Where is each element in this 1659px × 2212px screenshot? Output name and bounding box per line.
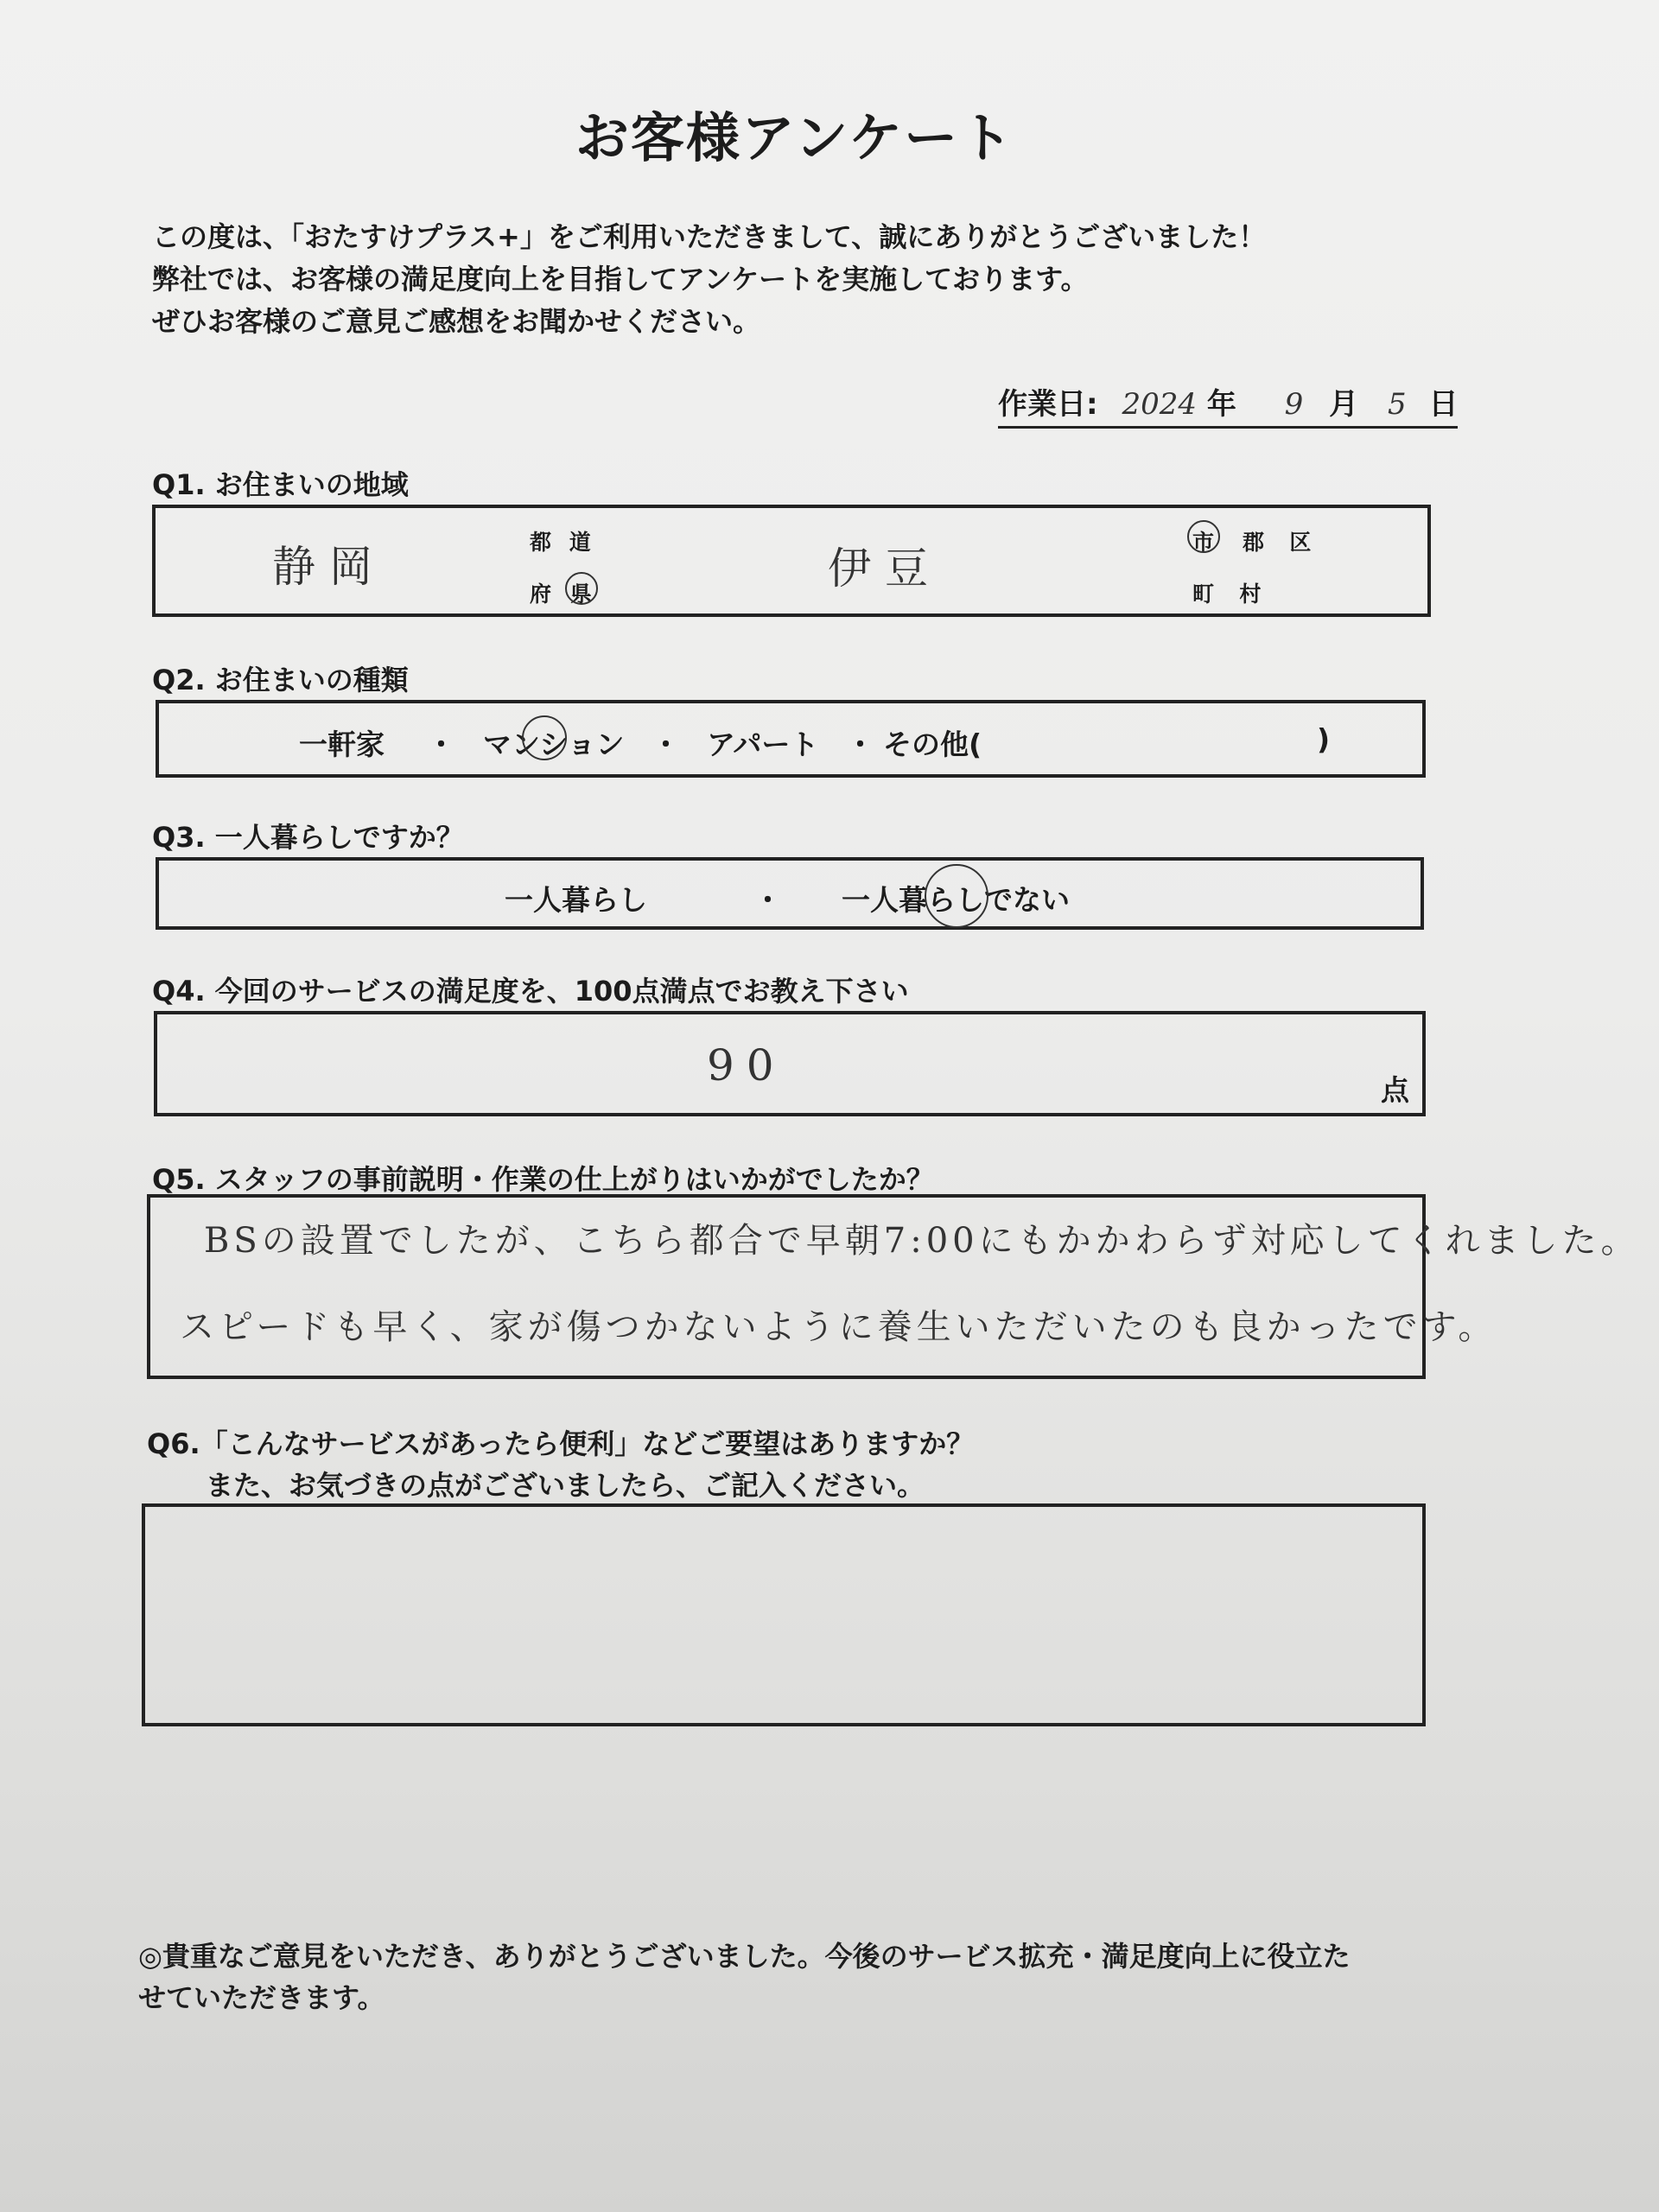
- q1-answer-box: [152, 505, 1431, 617]
- q4-label: Q4. 今回のサービスの満足度を、100点満点でお教え下さい: [152, 975, 909, 1007]
- q1-city-suffix-shi: 市: [1192, 530, 1215, 555]
- q5-label: Q5. スタッフの事前説明・作業の仕上がりはいかがでしたか？: [152, 1163, 934, 1196]
- work-date-month: 9: [1284, 387, 1304, 422]
- work-date-year: 2024: [1122, 387, 1197, 422]
- work-date-month-unit: 月: [1329, 387, 1359, 422]
- q2-option-apartment: アパート: [707, 728, 819, 761]
- q2-answer-box: [156, 700, 1426, 778]
- q6-label-line-1: Q6.「こんなサービスがあったら便利」などご要望はありますか？: [147, 1427, 975, 1460]
- intro-line-3: ぜひお客様のご意見ご感想をお聞かせください。: [152, 305, 761, 338]
- q1-prefecture-handwritten: 静岡: [272, 542, 386, 592]
- q3-option-not-living-alone: 一人暮らしでない: [842, 883, 1070, 917]
- q6-label-line-2: また、お気づきの点がございましたら、ご記入ください。: [206, 1469, 925, 1502]
- intro-line-2: 弊社では、お客様の満足度向上を目指してアンケートを実施しております。: [152, 263, 1089, 296]
- q1-pref-suffix-fu: 府: [530, 582, 552, 607]
- q3-option-living-alone: 一人暮らし: [505, 883, 647, 917]
- page-title: お客様アンケート: [575, 106, 1015, 169]
- q2-option-other-close: ): [1317, 722, 1331, 756]
- q2-separator: ・: [846, 728, 874, 761]
- footer-thanks: [138, 1936, 1351, 2018]
- work-date-day-unit: 日: [1428, 387, 1459, 422]
- intro-text: [152, 216, 1266, 343]
- q1-city-suffix-gun-ku: 郡 区: [1243, 530, 1315, 555]
- q2-separator: ・: [652, 728, 680, 761]
- q5-answer-line-1: BSの設置でしたが、こちら都合で早朝7:00にもかかわらず対応してくれました。: [204, 1221, 1640, 1261]
- q3-answer-box: [156, 857, 1424, 930]
- work-date-year-unit: 年: [1206, 387, 1236, 422]
- q1-city-handwritten: 伊豆: [828, 543, 942, 594]
- q2-mansion-circle-mark: [522, 715, 567, 760]
- q2-separator: ・: [427, 728, 455, 761]
- q1-ken-circle-mark: [565, 572, 598, 605]
- intro-line-1: この度は、「おたすけプラス+」をご利用いただきまして、誠にありがとうございました！: [152, 220, 1267, 253]
- work-date-day: 5: [1388, 387, 1407, 422]
- q1-city-suffix-bottom: 町 村: [1192, 582, 1265, 607]
- q1-shi-circle-mark: [1187, 520, 1220, 553]
- q1-pref-suffix-ken: 県: [570, 582, 593, 607]
- q2-option-mansion: マンション: [483, 728, 625, 761]
- q1-label: Q1. お住まいの地域: [152, 468, 409, 501]
- q4-answer-box: [154, 1011, 1426, 1116]
- q3-separator: ・: [753, 883, 782, 917]
- footer-line-2: せていただきます。: [138, 1981, 385, 2014]
- q2-label: Q2. お住まいの種類: [152, 664, 409, 696]
- q4-score-unit: 点: [1381, 1073, 1409, 1107]
- q2-option-other: その他(: [883, 728, 982, 761]
- q4-score-handwritten: 90: [707, 1040, 786, 1090]
- footer-line-1: ◎貴重なご意見をいただき、ありがとうございました。今後のサービス拡充・満足度向上に役立た: [138, 1940, 1351, 1973]
- q2-option-detached-house: 一軒家: [299, 728, 385, 761]
- q3-label: Q3. 一人暮らしですか？: [152, 821, 464, 854]
- work-date: [998, 380, 1458, 429]
- q5-answer-line-2: スピードも早く、家が傷つかないように養生いただいたのも良かったです。: [180, 1307, 1497, 1347]
- q6-answer-box: [142, 1503, 1426, 1726]
- work-date-label: 作業日:: [998, 387, 1098, 422]
- q3-answer-circle-mark: [925, 864, 988, 928]
- q1-pref-suffix-top: 都 道: [530, 530, 596, 555]
